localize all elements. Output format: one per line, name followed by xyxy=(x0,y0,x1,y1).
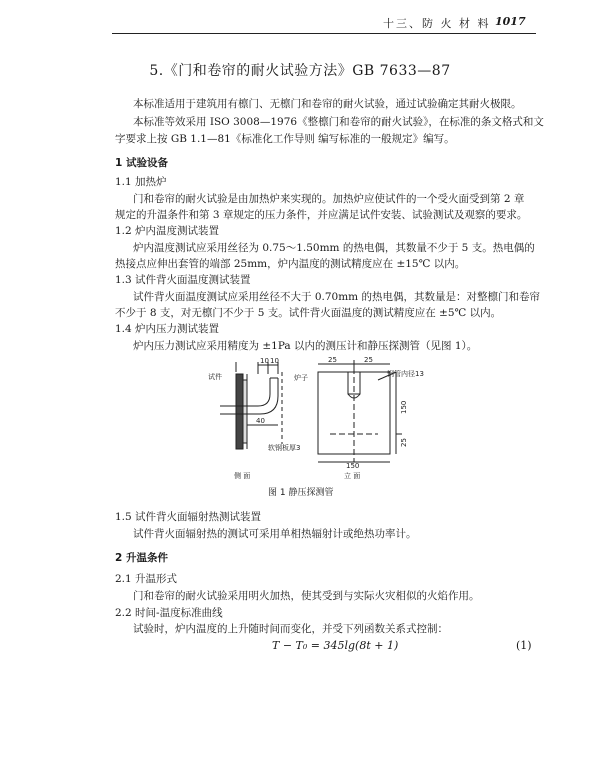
section-2-1-line-1: 门和卷帘的耐火试验采用明火加热，使其受到与实际火灾相似的火焰作用。 xyxy=(133,590,480,602)
section-1-2-line-2: 热接点应伸出套管的端部 25mm，炉内温度的测试精度应在 ±15℃ 以内。 xyxy=(115,258,466,270)
section-1-3-heading: 1.3 试件背火面温度测试装置 xyxy=(115,274,251,286)
side-view-drawing xyxy=(220,362,282,449)
section-2-1-heading: 2.1 升温形式 xyxy=(115,573,178,585)
section-1-5-heading: 1.5 试件背火面辐射热测试装置 xyxy=(115,511,262,523)
section-1-1-line-1: 门和卷帘的耐火试验是由加热炉来实现的。加热炉应使试件的一个受火面受到第 2 章 xyxy=(133,193,525,205)
section-2-2-line-1: 试验时，炉内温度的上升随时间而变化，并受下列函数关系式控制： xyxy=(133,623,448,635)
label-dim-25a: 25 xyxy=(328,356,337,364)
section-1-3-line-1: 试件背火面温度测试应采用丝径不大于 0.70mm 的热电偶，其数量是：对整檩门和卷帘 xyxy=(133,291,540,303)
figure-caption: 图 1 静压探测管 xyxy=(268,488,334,498)
section-1-1-line-2: 规定的升温条件和第 3 章规定的压力条件，并应满足试件安装、试验测试及观察的要求。 xyxy=(115,209,528,221)
label-dim-150-width: 150 xyxy=(346,462,360,470)
equation-formula: T − T₀ = 345lg(8t + 1) xyxy=(272,639,399,652)
standard-title: 5.《门和卷帘的耐火试验方法》GB 7633—87 xyxy=(149,63,451,79)
section-1-4-heading: 1.4 炉内压力测试装置 xyxy=(115,323,220,335)
label-plate: 软钢板厚3 xyxy=(268,444,301,452)
label-tube: 钢管内径13 xyxy=(387,370,424,378)
section-1-heading: 1 试验设备 xyxy=(115,157,168,169)
label-dim-10a: 10 xyxy=(260,357,269,365)
label-specimen: 试件 xyxy=(208,373,222,381)
label-front-view: 立 面 xyxy=(344,472,361,480)
section-1-1-heading: 1.1 加热炉 xyxy=(115,176,167,188)
section-2-heading: 2 升温条件 xyxy=(115,552,168,564)
label-furnace: 炉子 xyxy=(294,374,308,382)
section-1-3-line-2: 不少于 8 支，对无檩门不少于 5 支。试件背火面温度的测试精度应在 ±5℃ 以内。 xyxy=(115,307,502,319)
section-1-2-heading: 1.2 炉内温度测试装置 xyxy=(115,225,220,237)
intro-line-2: 本标准等效采用 ISO 3008—1976《整檩门和卷帘的耐火试验》，在标准的条文格式和文 xyxy=(133,116,544,128)
label-dim-40: 40 xyxy=(256,417,265,425)
page-number: 1017 xyxy=(495,15,526,28)
equation-number: (1) xyxy=(516,639,532,652)
running-header-section: 十三、防 火 材 料 xyxy=(383,17,491,30)
intro-line-3: 字要求上按 GB 1.1—81《标准化工作导则 编写标准的一般规定》编写。 xyxy=(115,133,455,145)
label-dim-150-height: 150 xyxy=(400,400,408,414)
figure-static-pressure-probe xyxy=(196,354,446,484)
label-dim-10b: 10 xyxy=(270,357,279,365)
label-dim-25-vertical: 25 xyxy=(400,438,408,447)
section-1-4-line-1: 炉内压力测试应采用精度为 ±1Pa 以内的测压计和静压探测管（见图 1）。 xyxy=(133,340,478,352)
section-1-2-line-1: 炉内温度测试应采用丝径为 0.75～1.50mm 的热电偶，其数量不少于 5 支。热电偶的 xyxy=(133,242,535,254)
section-2-2-heading: 2.2 时间-温度标准曲线 xyxy=(115,607,223,619)
section-1-5-line-1: 试件背火面辐射热的测试可采用单相热辐射计或绝热功率计。 xyxy=(133,528,417,540)
header-rule xyxy=(112,33,536,34)
intro-line-1: 本标准适用于建筑用有檩门、无檩门和卷帘的耐火试验，通过试验确定其耐火极限。 xyxy=(133,98,522,110)
label-dim-25b: 25 xyxy=(364,356,373,364)
label-side-view: 侧 面 xyxy=(234,472,251,480)
